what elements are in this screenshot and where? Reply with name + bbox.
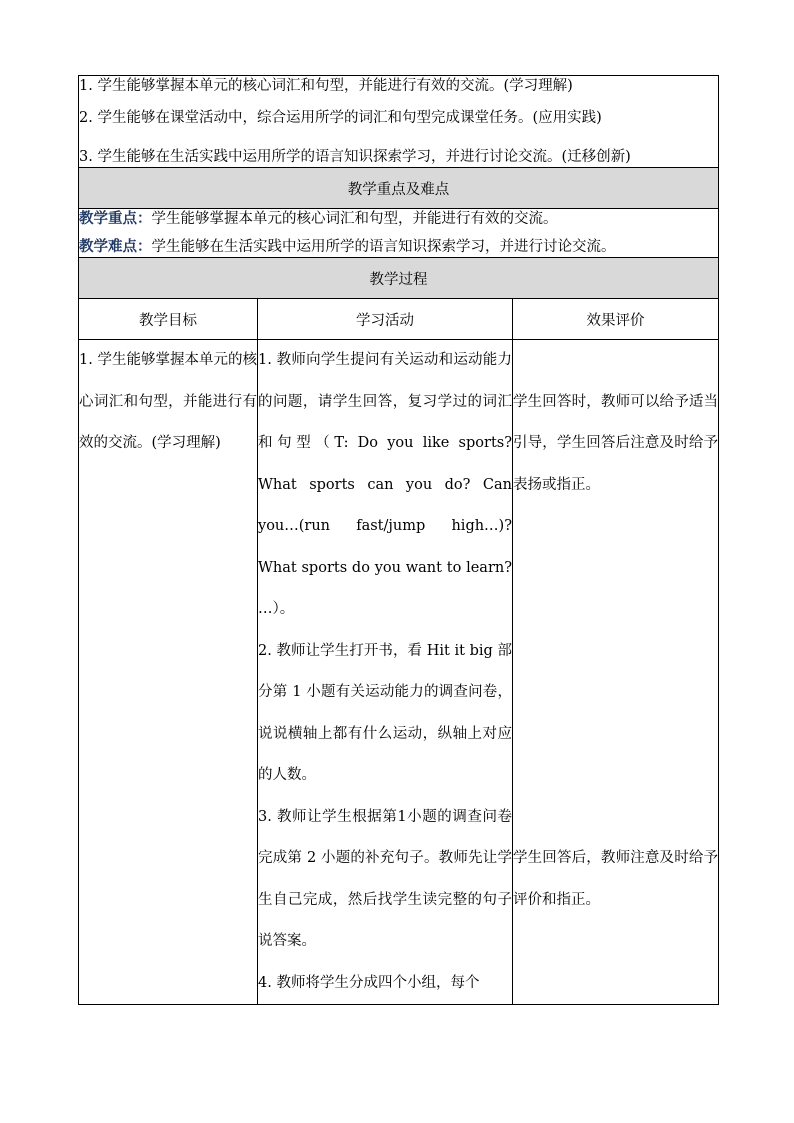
key-point-line — [79, 209, 718, 229]
activity-2: 2. 教师让学生打开书，看 Hit it big 部分第 1 小题有关运动能力的调查问卷，说说横轴上都有什么运动，纵轴上对应的人数。 — [258, 642, 512, 783]
process-header: 教学过程 — [79, 258, 719, 299]
process-row — [79, 340, 719, 1005]
difficulty-line — [79, 237, 718, 257]
evaluation-2: 学生回答后，教师注意及时给予评价和指正。 — [513, 850, 719, 908]
evaluation-1: 学生回答时，教师可以给予适当引导，学生回答后注意及时给予表扬或指正。 — [513, 393, 719, 493]
key-points-row — [79, 209, 719, 258]
lesson-plan-table — [78, 75, 719, 1005]
key-points-cell — [79, 209, 719, 258]
activity-3: 3. 教师让学生根据第1小题的调查问卷完成第 2 小题的补充句子。教师先让学生自己完成，然后找学生读完整的句子说答案。 — [258, 808, 512, 949]
column-header-evaluation: 效果评价 — [513, 299, 719, 340]
goal-cell — [79, 340, 258, 1005]
objective-3: 3. 学生能够在生活实践中运用所学的语言知识探索学习，并进行讨论交流。(迁移创新) — [79, 149, 631, 165]
key-points-header-row — [79, 168, 719, 209]
activity-4: 4. 教师将学生分成四个小组，每个 — [258, 974, 480, 991]
goal-text: 1. 学生能够掌握本单元的核心词汇和句型，并能进行有效的交流。(学习理解) — [79, 352, 257, 451]
key-point-label: 教学重点： — [79, 210, 152, 227]
key-point-text: 学生能够掌握本单元的核心词汇和句型，并能进行有效的交流。 — [151, 211, 558, 227]
activity-1: 1. 教师向学生提问有关运动和运动能力的问题，请学生回答，复习学过的词汇和句型（T: Do you like sports? What sports can you do? Can you…(run fast/jump high…)? What sports do you want to learn? …）。 — [258, 352, 512, 617]
process-header-row — [79, 258, 719, 299]
column-header-activity: 学习活动 — [258, 299, 513, 340]
objectives-row — [79, 76, 719, 168]
evaluation-cell — [513, 340, 719, 1005]
objective-2: 2. 学生能够在课堂活动中，综合运用所学的词汇和句型完成课堂任务。(应用实践) — [79, 110, 602, 126]
activity-cell — [258, 340, 513, 1005]
objectives-cell — [79, 76, 719, 168]
evaluation-spacer — [513, 340, 718, 382]
column-header-goal: 教学目标 — [79, 299, 258, 340]
difficulty-text: 学生能够在生活实践中运用所学的语言知识探索学习，并进行讨论交流。 — [151, 239, 616, 255]
objective-1: 1. 学生能够掌握本单元的核心词汇和句型，并能进行有效的交流。(学习理解) — [79, 78, 573, 94]
evaluation-gap — [513, 506, 718, 838]
key-points-header: 教学重点及难点 — [79, 168, 719, 209]
difficulty-label: 教学难点： — [79, 238, 152, 255]
column-header-row — [79, 299, 719, 340]
